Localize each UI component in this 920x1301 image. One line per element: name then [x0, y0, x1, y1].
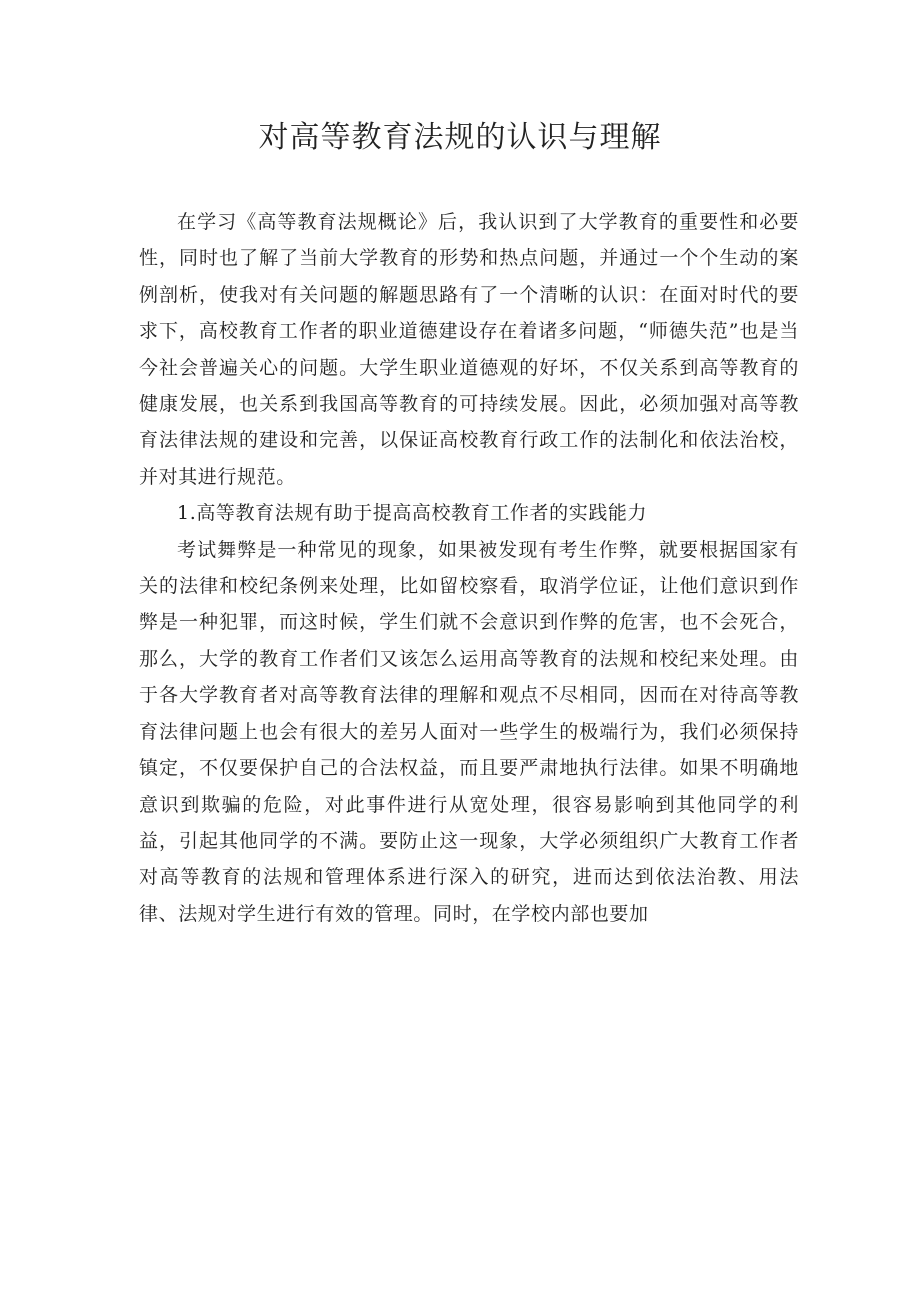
- section-heading-1: 1.高等教育法规有助于提高高校教育工作者的实践能力: [177, 502, 648, 525]
- document-body: [139, 204, 799, 932]
- paragraph-exam-cheating: 考试舞弊是一种常见的现象，如果被发现有考生作弊，就要根据国家有关的法律和校纪条例来处理，比如留校察看，取消学位证，让他们意识到作弊是一种犯罪，而这时候，学生们就不会意识到作弊的危害，也不会死合，那么，大学的教育工作者们又该怎么运用高等教育的法规和校纪来处理。由于各大学教育者对高等教育法律的理解和观点不尽相同，因而在对待高等教育法律问题上也会有很大的差另人面对一些学生的极端行为，我们必须保持镇定，不仅要保护自己的合法权益，而且要严肃地执行法律。如果不明确地意识到欺骗的危险，对此事件进行从宽处理，很容易影响到其他同学的利益，引起其他同学的不满。要防止这一现象，大学必须组织广大教育工作者对高等教育的法规和管理体系进行深入的研究，进而达到依法治教、用法律、法规对学生进行有效的管理。同时，在学校内部也要加: [139, 538, 799, 925]
- paragraph-intro: 在学习《高等教育法规概论》后，我认识到了大学教育的重要性和必要性，同时也了解了当前大学教育的形势和热点问题，并通过一个个生动的案例剖析，使我对有关问题的解题思路有了一个清晰的认识：在面对时代的要求下，高校教育工作者的职业道德建设存在着诸多问题，“师德失范”也是当今社会普遍关心的问题。大学生职业道德观的好坏，不仅关系到高等教育的健康发展，也关系到我国高等教育的可持续发展。因此，必须加强对高等教育法律法规的建设和完善，以保证高校教育行政工作的法制化和依法治校，并对其进行规范。: [139, 211, 799, 488]
- document-title: 对高等教育法规的认识与理解: [258, 120, 662, 155]
